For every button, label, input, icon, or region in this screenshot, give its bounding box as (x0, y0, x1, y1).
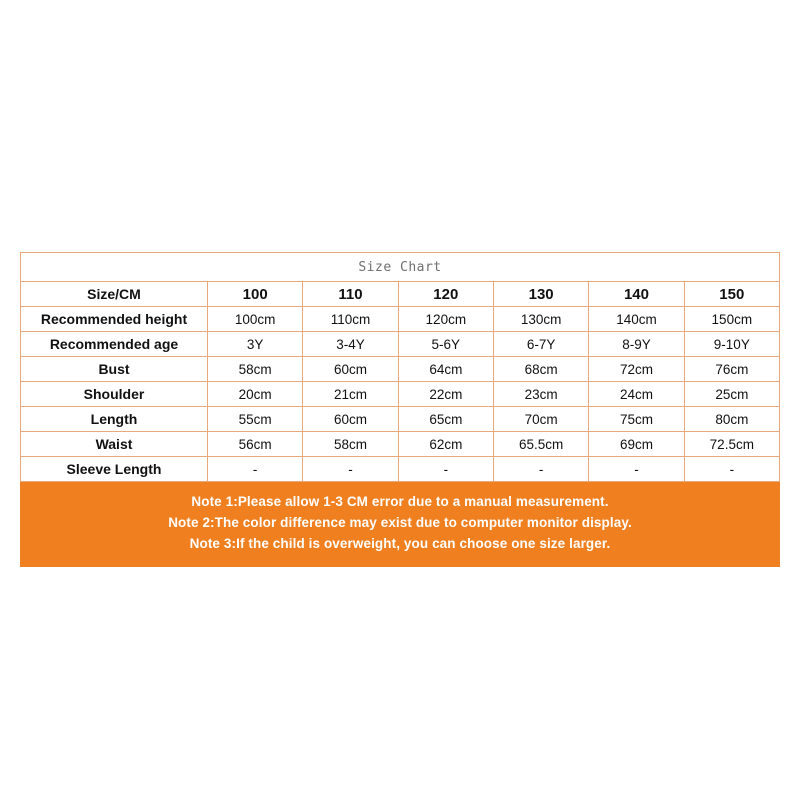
table-cell: - (208, 457, 303, 482)
table-cell: 69cm (589, 432, 684, 457)
table-cell: 76cm (684, 357, 779, 382)
size-chart-table (20, 281, 780, 482)
column-header: 100 (208, 282, 303, 307)
table-cell: 56cm (208, 432, 303, 457)
column-header: 140 (589, 282, 684, 307)
table-cell: - (303, 457, 398, 482)
table-cell: 130cm (493, 307, 588, 332)
table-cell: - (589, 457, 684, 482)
table-cell: 23cm (493, 382, 588, 407)
table-cell: 62cm (398, 432, 493, 457)
table-cell: 70cm (493, 407, 588, 432)
row-label: Recommended height (21, 307, 208, 332)
table-row (21, 432, 780, 457)
row-label: Length (21, 407, 208, 432)
table-header-row (21, 282, 780, 307)
page-title: Size Chart (358, 259, 442, 275)
table-row (21, 382, 780, 407)
table-cell: 110cm (303, 307, 398, 332)
table-cell: 60cm (303, 407, 398, 432)
table-cell: 3-4Y (303, 332, 398, 357)
note-line: Note 2:The color difference may exist due to computer monitor display. (168, 515, 632, 530)
notes-section (20, 482, 780, 567)
column-header: 130 (493, 282, 588, 307)
table-cell: - (684, 457, 779, 482)
table-row (21, 332, 780, 357)
table-cell: 65.5cm (493, 432, 588, 457)
table-cell: 22cm (398, 382, 493, 407)
table-cell: 58cm (303, 432, 398, 457)
column-header: 110 (303, 282, 398, 307)
table-cell: 20cm (208, 382, 303, 407)
table-cell: 24cm (589, 382, 684, 407)
table-cell: 58cm (208, 357, 303, 382)
table-cell: 100cm (208, 307, 303, 332)
table-row (21, 307, 780, 332)
row-label: Bust (21, 357, 208, 382)
size-chart (20, 252, 780, 567)
table-cell: 75cm (589, 407, 684, 432)
row-label: Shoulder (21, 382, 208, 407)
row-label: Sleeve Length (21, 457, 208, 482)
row-label: Recommended age (21, 332, 208, 357)
size-chart-title-bar (20, 252, 780, 281)
table-cell: - (398, 457, 493, 482)
table-cell: 21cm (303, 382, 398, 407)
table-row (21, 457, 780, 482)
table-cell: 65cm (398, 407, 493, 432)
table-cell: 5-6Y (398, 332, 493, 357)
table-cell: 68cm (493, 357, 588, 382)
table-cell: 80cm (684, 407, 779, 432)
table-cell: 55cm (208, 407, 303, 432)
table-cell: 64cm (398, 357, 493, 382)
table-cell: 25cm (684, 382, 779, 407)
row-label: Waist (21, 432, 208, 457)
table-row (21, 407, 780, 432)
column-header: 120 (398, 282, 493, 307)
table-cell: - (493, 457, 588, 482)
table-cell: 140cm (589, 307, 684, 332)
table-row (21, 357, 780, 382)
table-cell: 120cm (398, 307, 493, 332)
note-line: Note 3:If the child is overweight, you can choose one size larger. (189, 536, 611, 551)
table-cell: 72cm (589, 357, 684, 382)
table-cell: 72.5cm (684, 432, 779, 457)
table-cell: 6-7Y (493, 332, 588, 357)
column-header-size: Size/CM (21, 282, 208, 307)
table-cell: 8-9Y (589, 332, 684, 357)
table-cell: 60cm (303, 357, 398, 382)
table-cell: 9-10Y (684, 332, 779, 357)
table-cell: 3Y (208, 332, 303, 357)
note-line: Note 1:Please allow 1-3 CM error due to a manual measurement. (191, 494, 609, 509)
table-cell: 150cm (684, 307, 779, 332)
column-header: 150 (684, 282, 779, 307)
